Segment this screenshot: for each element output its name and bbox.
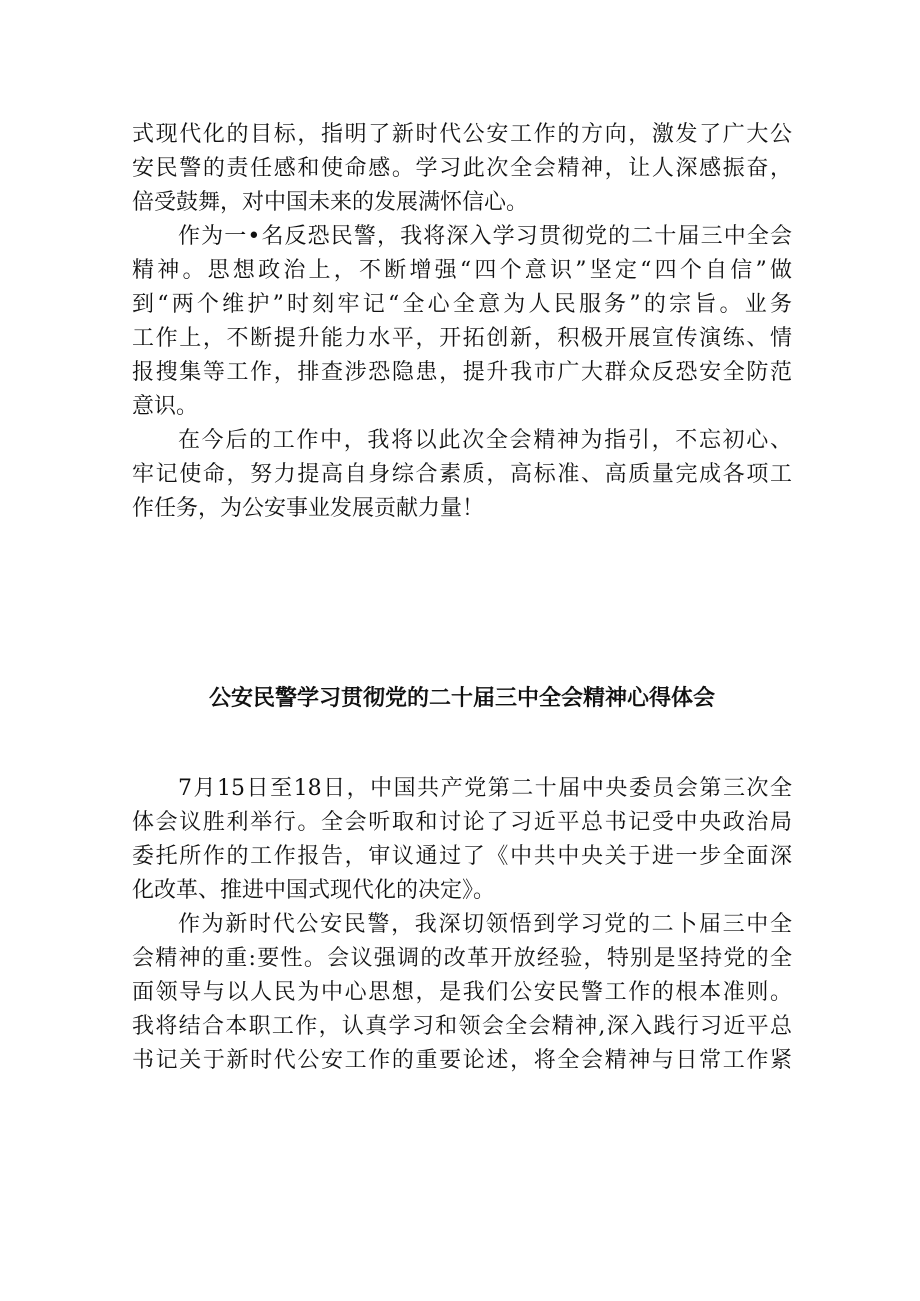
text-line: 体会议胜利举行。全会听取和讨论了习近平总书记受中央政治局: [132, 810, 792, 835]
body-text-block-2: [132, 772, 792, 1078]
text-line: 作为一•名反恐民警，我将深入学习贯彻党的二十届三中全会: [178, 224, 792, 249]
text-line: 牢记使命，努力提高自身综合素质，高标准、高质量完成各项工: [132, 462, 792, 487]
text-line: 书记关于新时代公安工作的重要论述，将全会精神与日常工作紧: [132, 1048, 792, 1073]
text-line: 精神。思想政治上，不断增强“四个意识”坚定“四个自信”做: [132, 258, 792, 283]
text-line: 安民警的责任感和使命感。学习此次全会精神，让人深感振奋，: [132, 156, 792, 181]
text-line: 在今后的工作中，我将以此次全会精神为指引，不忘初心、: [178, 428, 792, 453]
text-line: 会精神的重:要性。会议强调的改革开放经验，特别是坚持党的全: [132, 946, 792, 971]
body-text-block-1: [132, 118, 792, 526]
text-line: 我将结合本职工作，认真学习和领会全会精神,深入践行习近平总: [132, 1014, 792, 1039]
text-line: 委托所作的工作报告，审议通过了《中共中央关于进一步全面深: [132, 844, 792, 869]
text-line: 倍受鼓舞，对中国未来的发展满怀信心。: [132, 190, 529, 215]
text-line: 作为新时代公安民警，我深切领悟到学习党的二卜届三中全: [178, 912, 792, 937]
text-line: 报搜集等工作，排查涉恐隐患，提升我市广大群众反恐安全防范: [132, 360, 792, 385]
text-line: 意识。: [132, 394, 199, 419]
section-title: 公安民警学习贯彻党的二十届三中全会精神心得体会: [208, 686, 715, 711]
text-line: 工作上，不断提升能力水平，开拓创新，积极开展宣传演练、情: [132, 326, 792, 351]
text-line: 化改革、推进中国式现代化的决定》。: [132, 878, 496, 903]
text-line: 面领导与以人民为中心思想，是我们公安民警工作的根本准则。: [132, 980, 792, 1005]
text-line: 到“两个维护”时刻牢记“全心全意为人民服务”的宗旨。业务: [132, 292, 792, 317]
text-line: 式现代化的目标，指明了新时代公安工作的方向，激发了广大公: [132, 122, 792, 147]
text-line: 作任务，为公安事业发展贡献力量！: [132, 496, 485, 521]
text-line: 7月15日至18日，中国共产党第二十届中央委员会第三次全: [178, 776, 792, 801]
